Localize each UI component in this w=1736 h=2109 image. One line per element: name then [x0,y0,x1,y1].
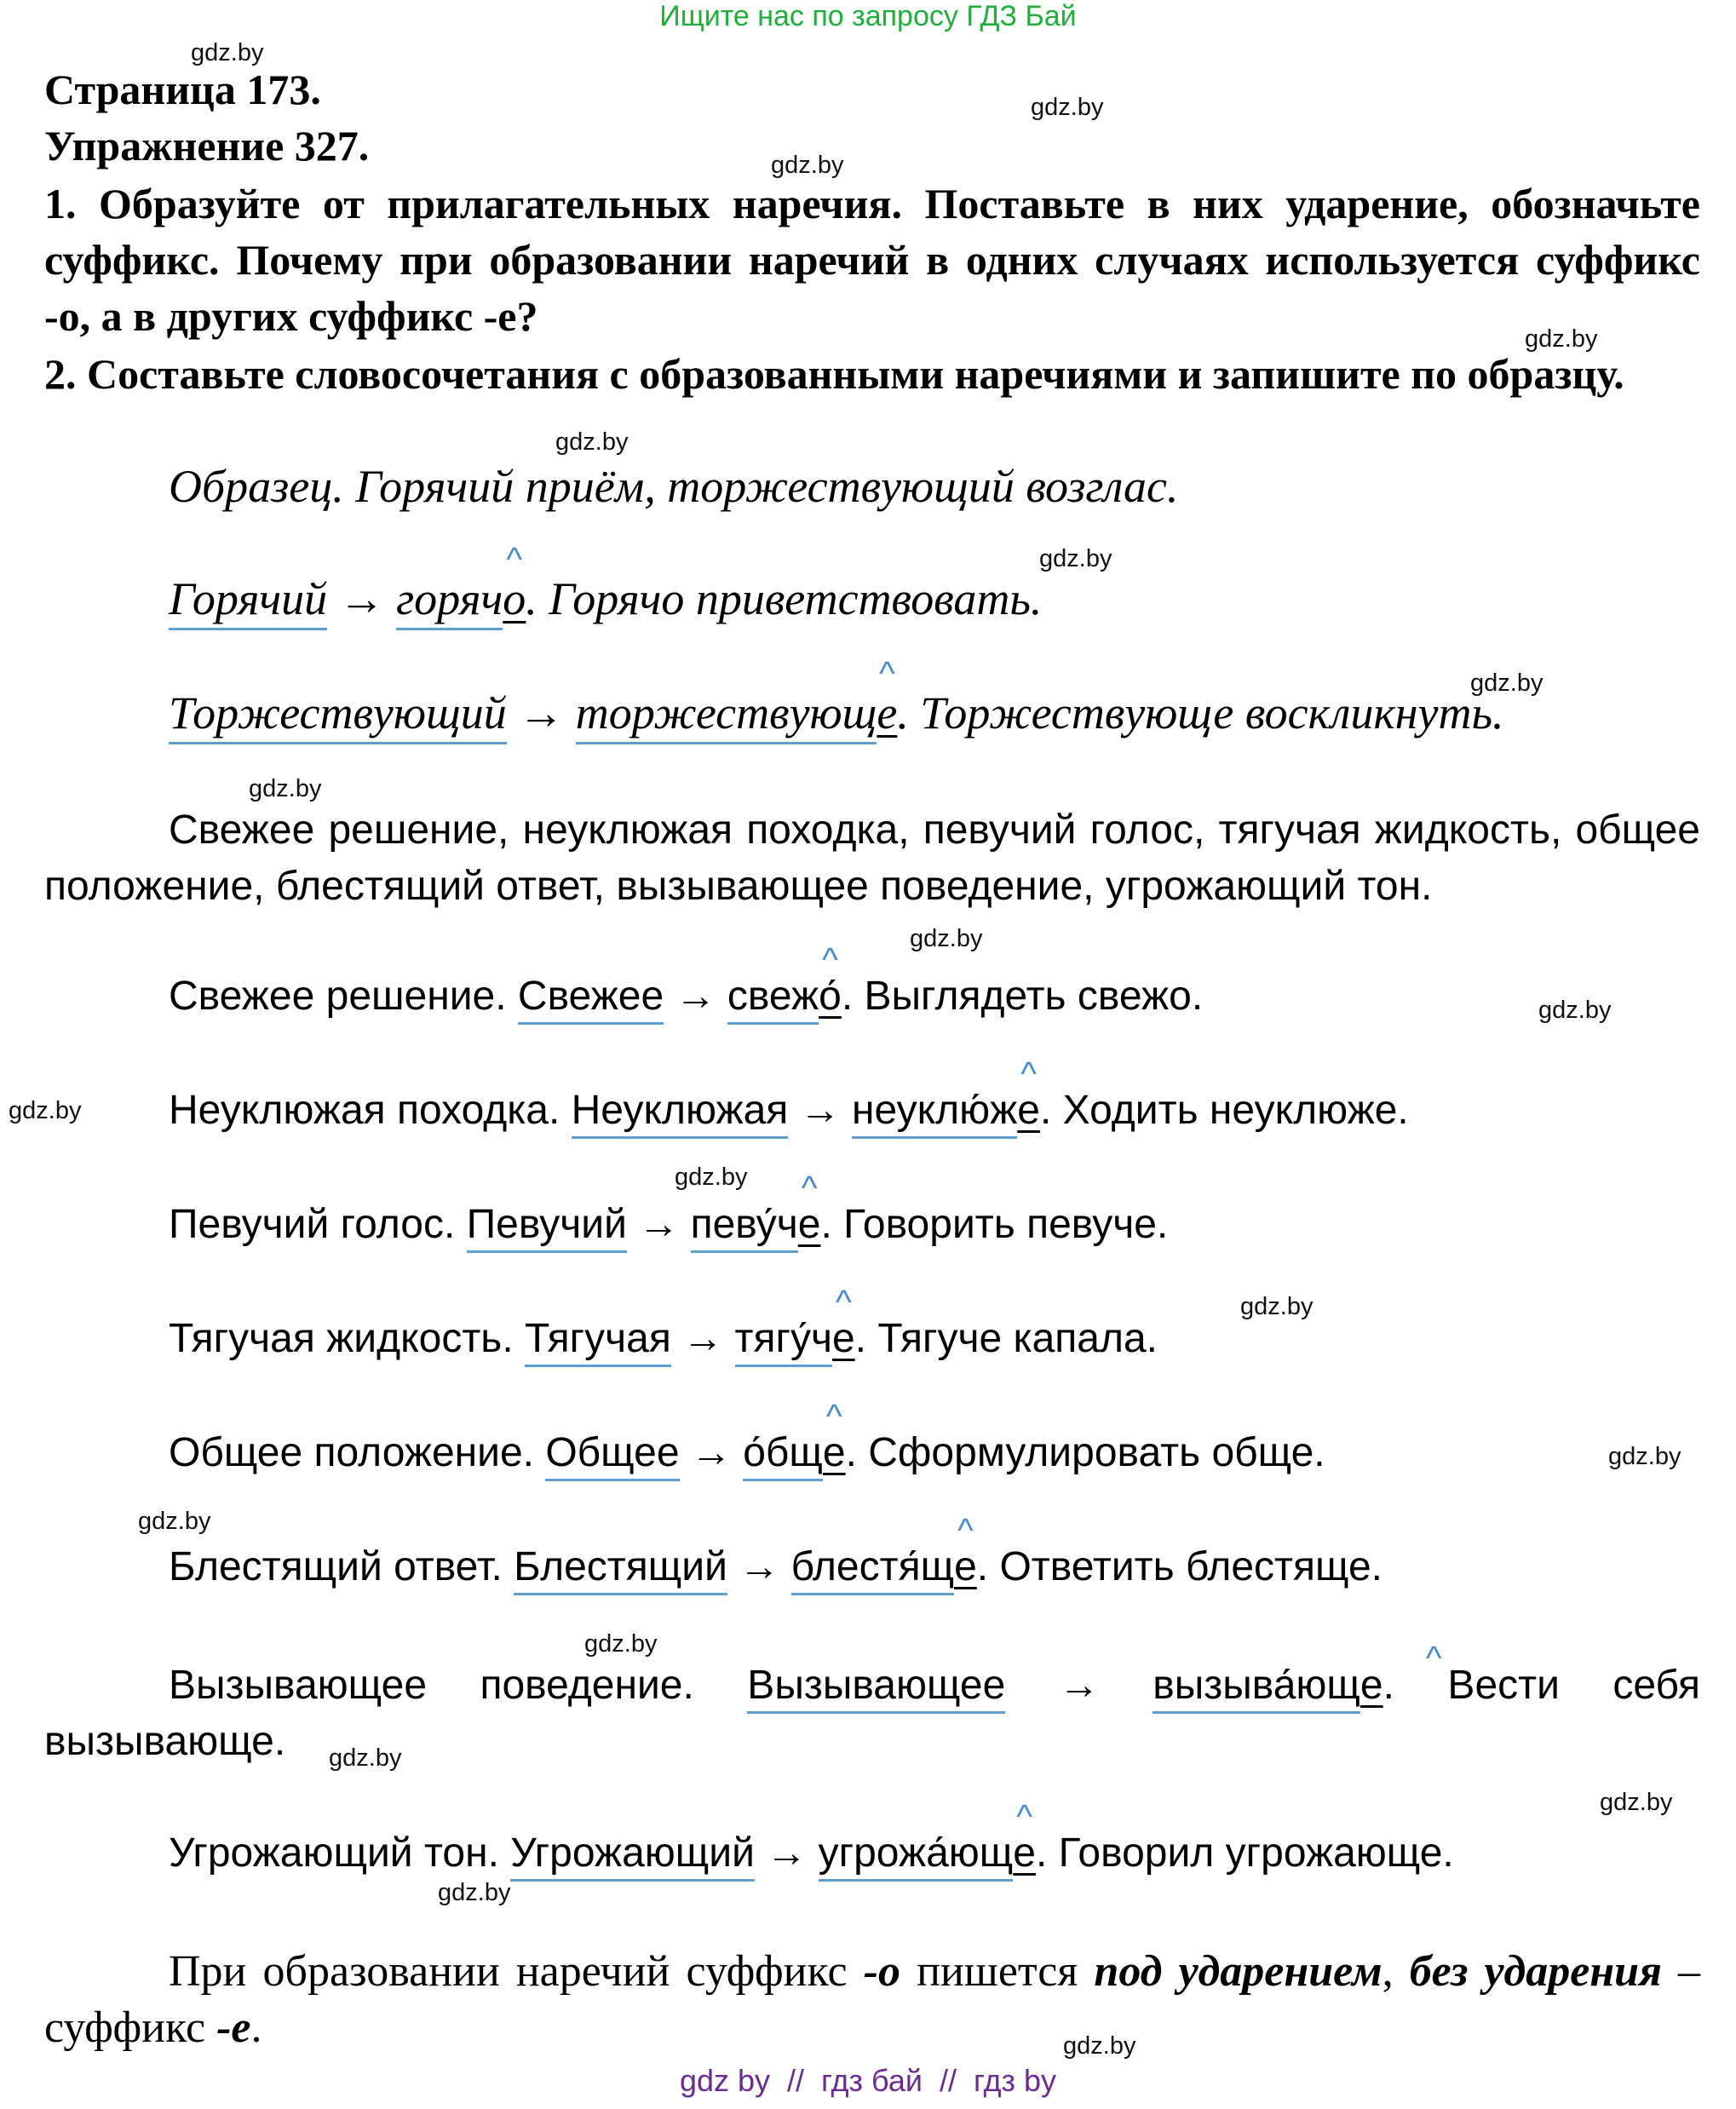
page-title: Страница 173. [44,66,321,113]
sample-phrase: . Горячо приветствовать. [526,573,1043,624]
arrow-icon: → [690,1430,732,1475]
sample-example-2 [169,687,1504,739]
arrow-icon: → [766,1830,808,1876]
watermark: gdz.by [910,925,983,952]
adverb-suffix: ^ о́ [819,974,842,1019]
adverb-suffix: ^ е [823,1430,846,1475]
arrow-icon: → [739,1544,780,1589]
watermark: gdz.by [1600,1789,1673,1816]
task-2: 2. Составьте словосочетания с образованными наречиями и запишите по образцу. [44,350,1624,398]
answer-phrase: Певучий голос. [169,1202,467,1247]
arrow-icon: → [1058,1663,1100,1708]
watermark: gdz.by [555,428,629,456]
watermark: gdz.by [191,39,264,66]
adverb-stem: тягу́ч [735,1316,833,1367]
adjective-stem: Неуклюжая [572,1088,789,1139]
answer-sentence: . Ходить неуклюже. [1039,1088,1409,1133]
watermark: gdz.by [1525,325,1598,353]
watermark: gdz.by [1470,669,1543,697]
adjective-stem: Певучий [467,1202,627,1253]
watermark: gdz.by [584,1630,658,1658]
answer-phrase: Неуклюжая походка. [169,1088,572,1133]
conclusion-text: пишется [900,1947,1095,1996]
adverb-suffix: ^ е [1017,1088,1040,1133]
adverb-suffix: ^ е [1013,1830,1036,1876]
answer-line [169,1315,1158,1362]
adjective-stem: Угрожающий [510,1830,755,1882]
arrow-icon: → [682,1316,724,1361]
adverb-suffix: ^ е [954,1544,977,1589]
adverb-suffix: ^ е [798,1202,821,1247]
watermark: gdz.by [9,1097,82,1124]
watermark: gdz.by [1031,94,1104,121]
answer-line [169,1429,1325,1476]
adverb-suffix: ^ е [832,1316,855,1361]
conclusion-text: При образовании наречий суффикс [169,1947,864,1996]
answer-sentence: . Вести себя вызывающе. [44,1663,1700,1764]
answer-line-wrapped [44,1658,1700,1770]
adverb-suffix: ^ е [1360,1663,1383,1708]
adverb-suffix: ^ е [877,687,897,738]
answer-phrase: Общее положение. [169,1430,546,1475]
watermark: gdz.by [249,775,322,802]
adjective-stem: Блестящий [514,1544,727,1595]
arrow-icon: → [638,1202,680,1247]
answer-phrase: Угрожающий тон. [169,1830,511,1876]
answer-sentence: . Тягуче капала. [854,1316,1158,1361]
arrow-icon: → [799,1088,841,1133]
adjective-stem: Горячий [169,573,327,630]
answer-phrase: Вызывающее поведение. [169,1663,748,1708]
arrow-icon: → [675,974,716,1019]
answer-sentence: . Выглядеть свежо. [841,974,1204,1019]
exercise-title: Упражнение 327. [44,122,370,170]
conclusion-text: , [1382,1947,1410,1996]
top-banner: Ищите нас по запросу ГДЗ Бай [659,0,1077,32]
footer-links: gdz by // гдз бай // гдз by [679,2063,1057,2098]
arrow-icon: → [338,573,385,624]
answer-phrase: Свежее решение. [169,974,518,1019]
suffix-o: -о [863,1947,900,1996]
adverb-stem: блестя́щ [791,1544,955,1595]
stressed-term: под ударением [1094,1947,1382,1996]
sample-example-1 [169,572,1042,625]
adverb-stem: неуклю́ж [852,1088,1017,1139]
watermark: gdz.by [1240,1293,1313,1320]
answer-line [169,1830,1454,1876]
watermark: gdz.by [1063,2032,1136,2060]
adverb-stem: свеж [727,974,819,1025]
adjective-stem: Общее [545,1430,679,1481]
watermark: gdz.by [138,1508,211,1535]
word-list: Свежее решение, неуклюжая походка, певучий голос, тягучая жидкость, общее положение, блестящий ответ, вызывающее поведение, угрожающий тон. [44,807,1700,909]
adverb-stem: горяч [396,573,503,630]
watermark: gdz.by [675,1164,748,1191]
adjective-stem: Свежее [518,974,664,1025]
suffix-e: -е [216,2003,251,2052]
adverb-suffix: ^ о [503,573,526,624]
answer-line [169,1543,1382,1590]
watermark: gdz.by [1608,1443,1681,1470]
answer-sentence: . Говорил угрожающе. [1035,1830,1454,1876]
watermark: gdz.by [438,1879,511,1906]
task-1: 1. Образуйте от прилагательных наречия. Поставьте в них ударение, обозначьте суффикс. Почему при образовании наречий в одних случаях используется суффикс -о, а в других суффикс -е? [44,180,1700,340]
adjective-stem: Тягучая [525,1316,671,1367]
arrow-icon: → [518,687,565,738]
answer-sentence: . Говорить певуче. [820,1202,1169,1247]
adverb-stem: вызыва́ющ [1153,1663,1360,1714]
answer-phrase: Блестящий ответ. [169,1544,514,1589]
conclusion-text: – суффикс [44,1947,1701,2052]
answer-line [169,973,1203,1020]
adverb-stem: торжествующ [576,687,877,744]
answer-sentence: . Сформулировать обще. [845,1430,1325,1475]
watermark: gdz.by [1538,997,1612,1024]
sample-phrase: . Торжествующе воскликнуть. [897,687,1504,738]
answer-line [169,1087,1409,1134]
answer-line [169,1201,1168,1248]
conclusion [44,1944,1700,2056]
adverb-stem: о́бщ [743,1430,823,1481]
adjective-stem: Вызывающее [747,1663,1005,1714]
watermark: gdz.by [329,1744,402,1772]
unstressed-term: без ударения [1409,1947,1662,1996]
adverb-stem: певу́ч [691,1202,798,1253]
answer-phrase: Тягучая жидкость. [169,1316,525,1361]
sample-intro: Образец. Горячий приём, торжествующий возглас. [169,461,1179,512]
watermark: gdz.by [1039,545,1112,572]
adjective-stem: Торжествующий [169,687,507,744]
watermark: gdz.by [771,152,844,179]
answer-sentence: . Ответить блестяще. [976,1544,1382,1589]
adverb-stem: угрожа́ющ [819,1830,1014,1882]
conclusion-text: . [250,2003,262,2052]
